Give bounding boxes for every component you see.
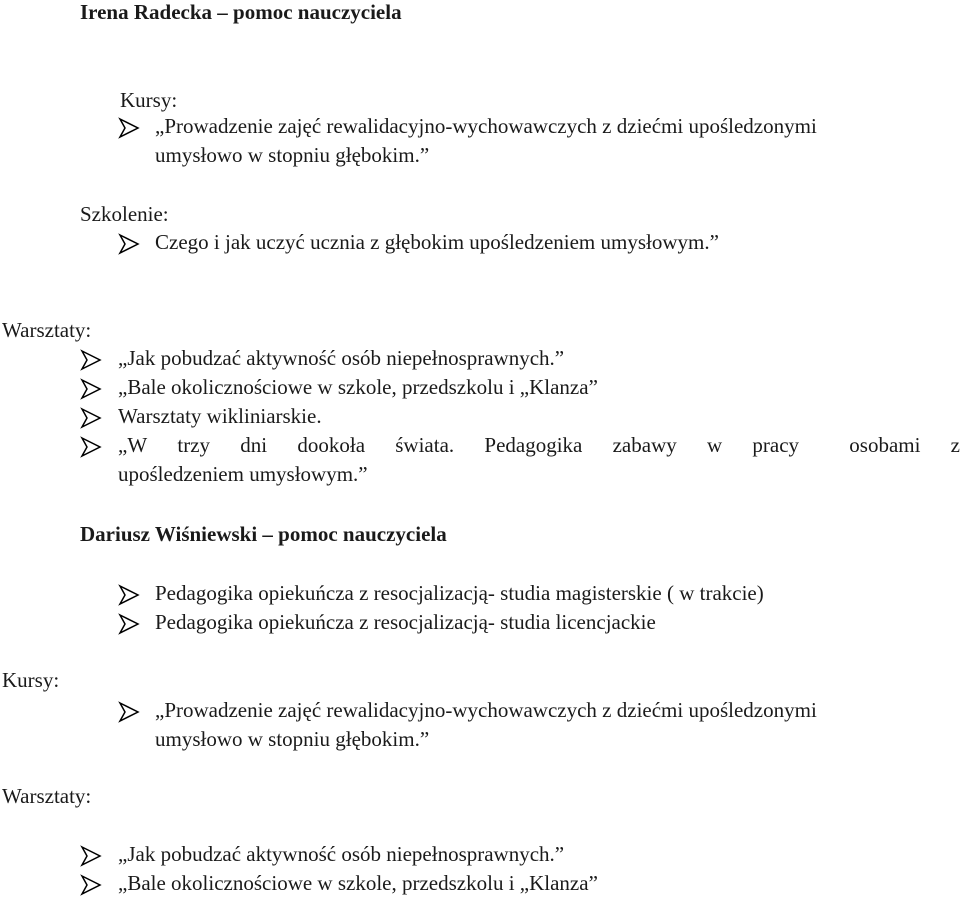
course-item: „Prowadzenie zajęć rewalidacyjno-wychowawczych z dziećmi upośledzonymi xyxy=(155,698,817,722)
workshop-item: Warsztaty wikliniarskie. xyxy=(118,404,322,428)
workshop-item-continued: upośledzeniem umysłowym.” xyxy=(118,462,368,486)
word: w xyxy=(706,433,723,457)
workshops-label: Warsztaty: xyxy=(2,784,92,808)
person-heading-radecka: Irena Radecka – pomoc nauczyciela xyxy=(80,0,402,24)
workshop-item-justified xyxy=(118,433,960,457)
training-label: Szkolenie: xyxy=(80,202,169,226)
word: dni xyxy=(240,433,268,457)
word: trzy xyxy=(177,433,211,457)
arrowhead-bullet-icon xyxy=(80,407,102,429)
courses-label: Kursy: xyxy=(2,668,60,692)
person-heading-wisniewski: Dariusz Wiśniewski – pomoc nauczyciela xyxy=(80,522,447,546)
word: zabawy xyxy=(612,433,677,457)
word: Pedagogika xyxy=(484,433,583,457)
word: „W xyxy=(118,433,148,457)
workshop-item: „Jak pobudzać aktywność osób niepełnosprawnych.” xyxy=(118,346,565,370)
word: dookoła xyxy=(297,433,366,457)
arrowhead-bullet-icon xyxy=(118,117,140,139)
arrowhead-bullet-icon xyxy=(80,349,102,371)
training-item: Czego i jak uczyć ucznia z głębokim upośledzeniem umysłowym.” xyxy=(155,230,719,254)
arrowhead-bullet-icon xyxy=(118,584,140,606)
arrowhead-bullet-icon xyxy=(80,845,102,867)
word: świata. xyxy=(395,433,455,457)
workshops-label: Warsztaty: xyxy=(2,318,92,342)
arrowhead-bullet-icon xyxy=(80,436,102,458)
arrowhead-bullet-icon xyxy=(118,233,140,255)
word: osobami xyxy=(849,433,921,457)
word: pracy xyxy=(752,433,800,457)
arrowhead-bullet-icon xyxy=(118,701,140,723)
courses-label: Kursy: xyxy=(120,88,178,112)
arrowhead-bullet-icon xyxy=(80,874,102,896)
word: z xyxy=(950,433,960,457)
course-item-continued: umysłowo w stopniu głębokim.” xyxy=(155,143,430,167)
course-item: „Prowadzenie zajęć rewalidacyjno-wychowawczych z dziećmi upośledzonymi xyxy=(155,114,817,138)
arrowhead-bullet-icon xyxy=(118,613,140,635)
course-item-continued: umysłowo w stopniu głębokim.” xyxy=(155,727,430,751)
study-item: Pedagogika opiekuńcza z resocjalizacją- studia magisterskie ( w trakcie) xyxy=(155,581,764,605)
workshop-item: „Bale okolicznościowe w szkole, przedszkolu i „Klanza” xyxy=(118,375,598,399)
arrowhead-bullet-icon xyxy=(80,378,102,400)
workshop-item: „Jak pobudzać aktywność osób niepełnosprawnych.” xyxy=(118,842,565,866)
study-item: Pedagogika opiekuńcza z resocjalizacją- studia licencjackie xyxy=(155,610,656,634)
workshop-item: „Bale okolicznościowe w szkole, przedszkolu i „Klanza” xyxy=(118,871,598,895)
